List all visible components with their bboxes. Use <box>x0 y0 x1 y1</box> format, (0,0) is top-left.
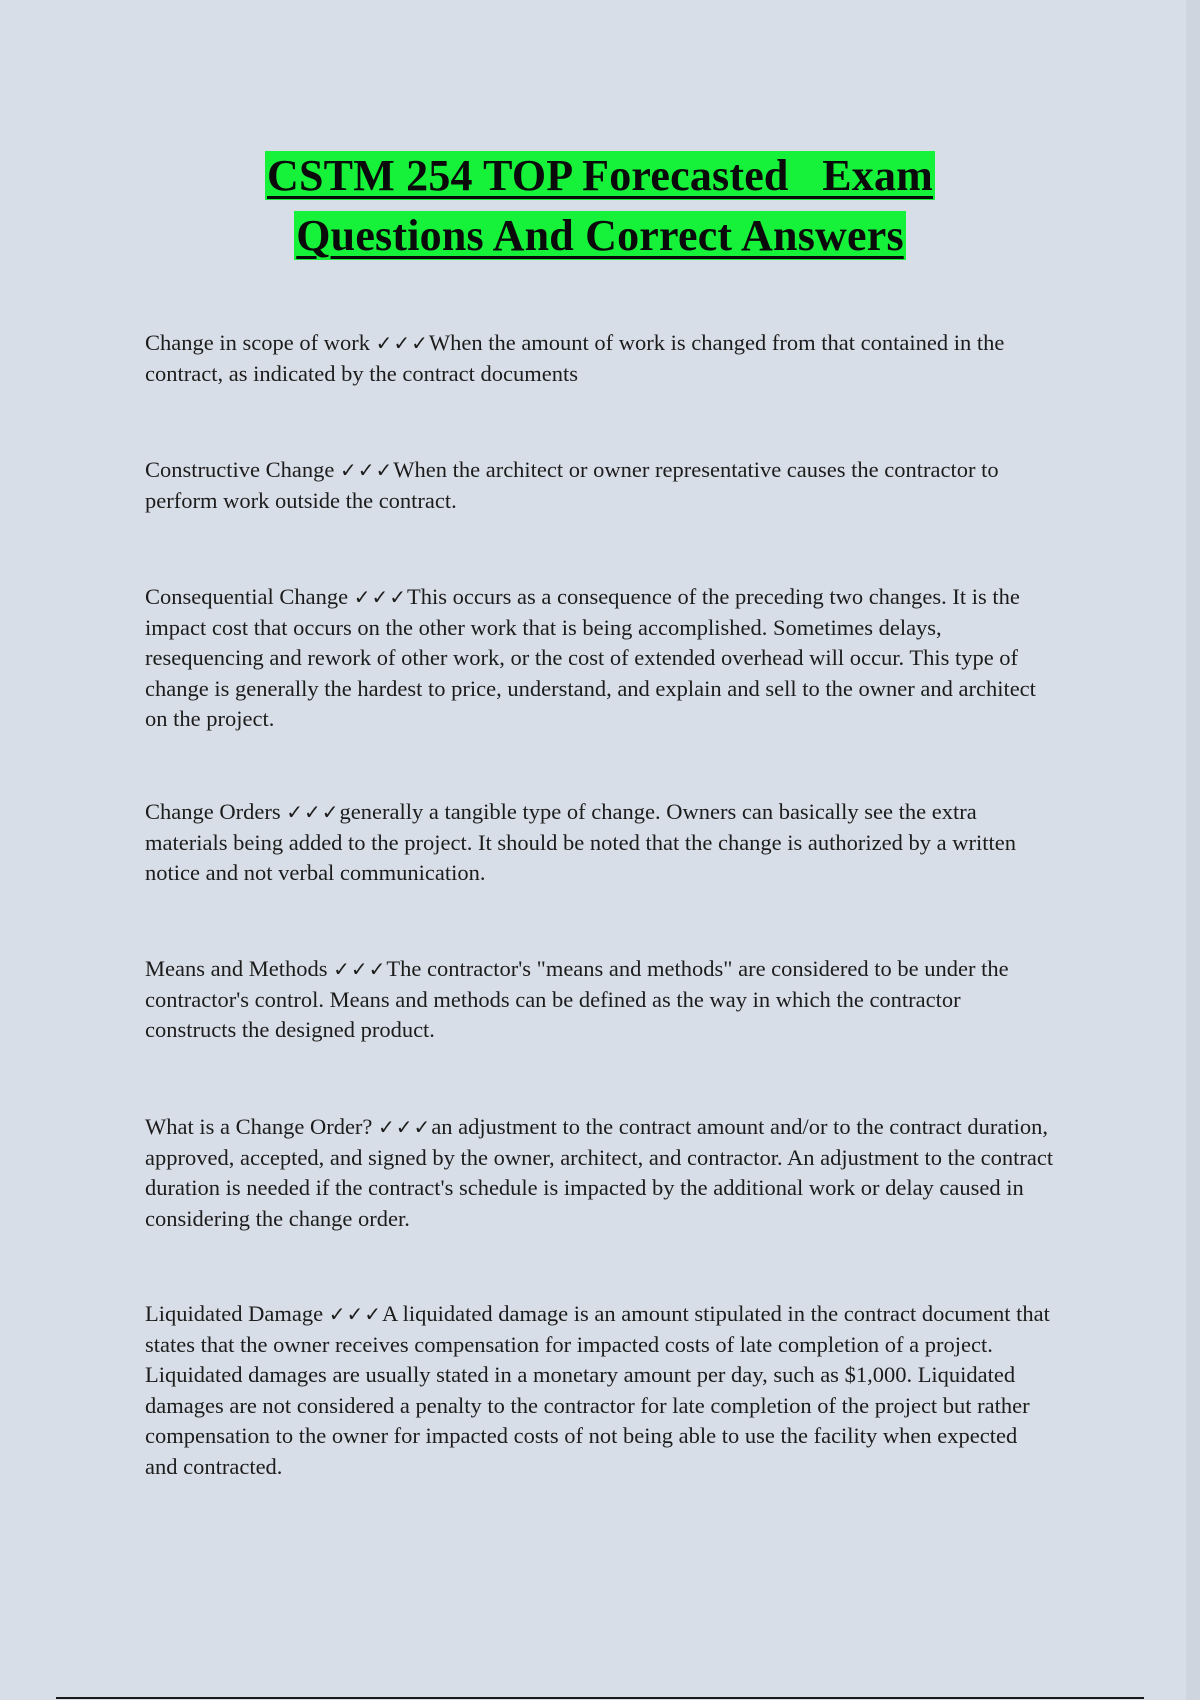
qa-entry-consequential-change <box>145 582 1055 735</box>
entry-definition: When the architect or owner representative causes the contractor to perform work outside the contract. <box>145 457 999 513</box>
entry-term: Change Orders <box>145 799 287 824</box>
qa-entry-liquidated-damage <box>145 1299 1055 1482</box>
qa-entry-change-in-scope <box>145 328 1055 389</box>
entry-term: What is a Change Order? <box>145 1114 379 1139</box>
entry-term: Means and Methods <box>145 956 334 981</box>
entry-definition: an adjustment to the contract amount and/or to the contract duration, approved, accepted, and signed by the owner, architect, and contractor. An adjustment to the contract duration is needed if the contract's schedule is impacted by the additional work or delay caused in considering the change order. <box>145 1114 1054 1231</box>
title-line-2-text: Questions And Correct Answers <box>296 211 904 260</box>
qa-entry-means-and-methods <box>145 954 1055 1046</box>
entry-definition: generally a tangible type of change. Owners can basically see the extra materials being added to the project. It should be noted that the change is authorized by a written notice and not verbal communication. <box>145 799 1016 885</box>
title-line-1 <box>0 146 1200 206</box>
entry-definition: This occurs as a consequence of the preceding two changes. It is the impact cost that occurs on the other work that is being accomplished. Sometimes delays, resequencing and rework of other work, or the cost of extended overhead will occur. This type of change is generally the hardest to price, understand, and explain and sell to the owner and architect on the project. <box>145 584 1036 731</box>
check-marks: ✓✓✓ <box>333 957 387 981</box>
qa-entry-change-orders <box>145 797 1055 889</box>
entry-definition: When the amount of work is changed from that contained in the contract, as indicated by the contract documents <box>145 330 1005 386</box>
title-line-2 <box>0 206 1200 266</box>
entry-term: Consequential Change <box>145 584 354 609</box>
qa-entry-constructive-change <box>145 455 1055 516</box>
check-marks: ✓✓✓ <box>375 331 429 355</box>
check-marks: ✓✓✓ <box>353 585 407 609</box>
check-marks: ✓✓✓ <box>286 800 340 824</box>
title-line-1-text: CSTM 254 TOP Forecasted Exam <box>267 151 933 200</box>
entry-term: Constructive Change <box>145 457 340 482</box>
footer-rule <box>56 1697 1144 1699</box>
entry-definition: The contractor's "means and methods" are considered to be under the contractor's control. Means and methods can be defined as the way in which the contractor constructs the designed product. <box>145 956 1009 1042</box>
check-marks: ✓✓✓ <box>378 1115 432 1139</box>
check-marks: ✓✓✓ <box>328 1302 382 1326</box>
entry-term: Liquidated Damage <box>145 1301 329 1326</box>
entry-definition: A liquidated damage is an amount stipulated in the contract document that states that the owner receives compensation for impacted costs of late completion of a project. Liquidated damages are usually stated in a monetary amount per day, such as $1,000. Liquidated damages are not considered a penalty to the contractor for late completion of the project but rather compensation to the owner for impacted costs of not being able to use the facility when expected and contracted. <box>145 1301 1050 1479</box>
qa-entry-what-is-change-order <box>145 1112 1055 1234</box>
entry-term: Change in scope of work <box>145 330 376 355</box>
document-title <box>0 146 1200 266</box>
check-marks: ✓✓✓ <box>339 458 394 482</box>
